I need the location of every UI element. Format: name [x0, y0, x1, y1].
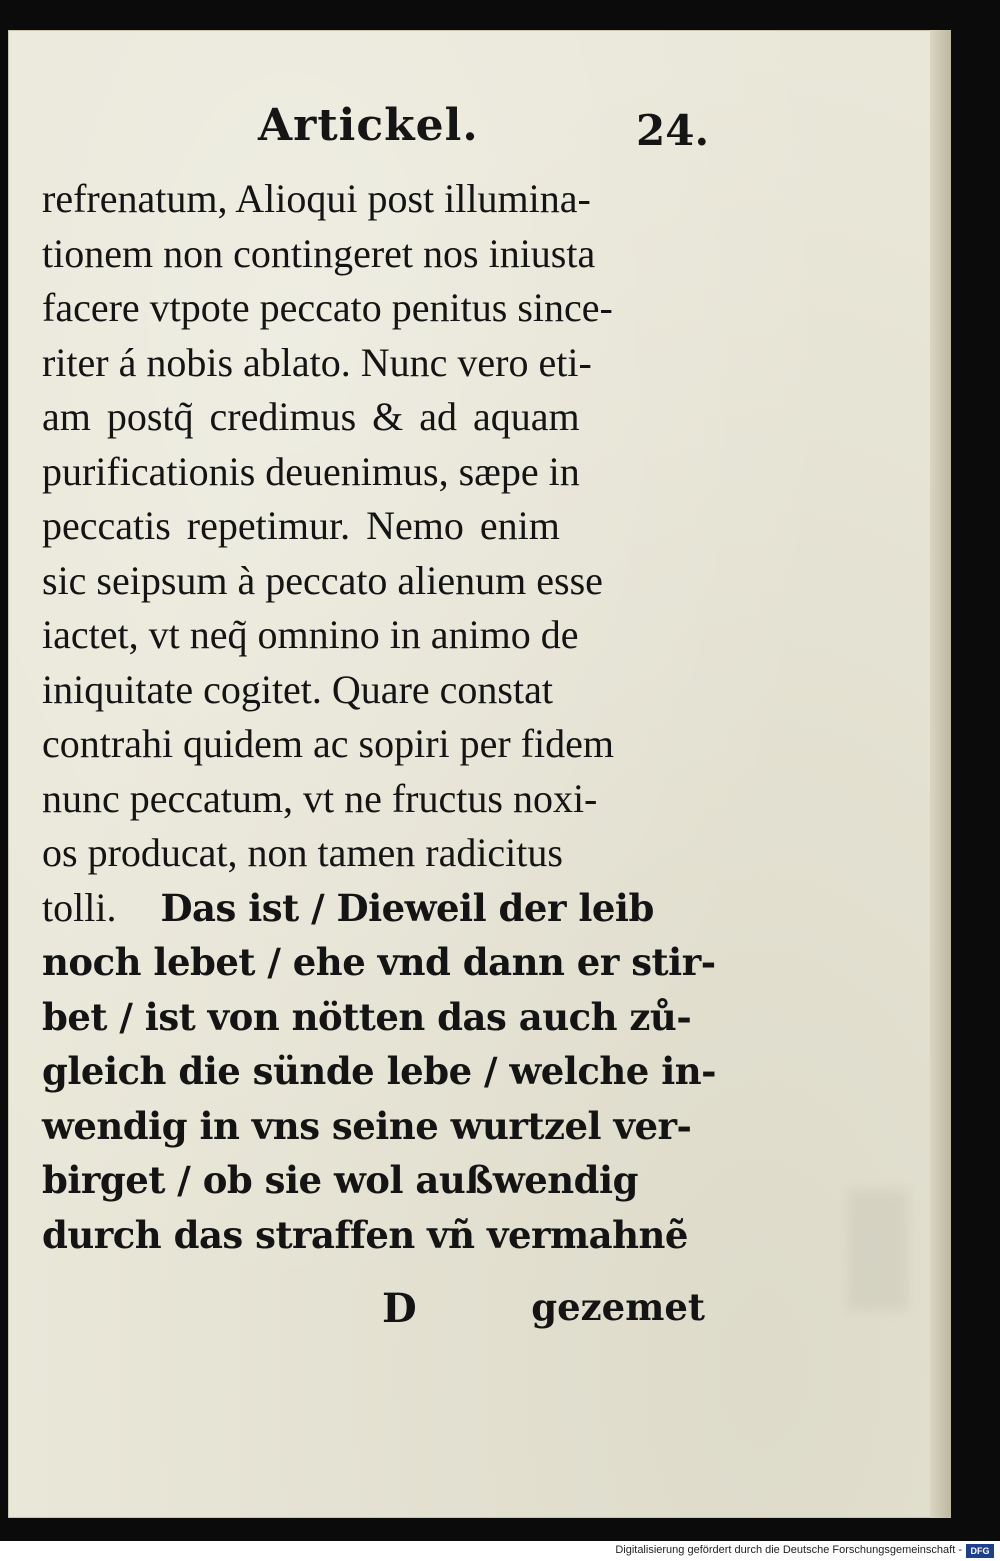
text-line: iactet, vt neq̃ omnino in animo de	[42, 612, 579, 657]
page-footer	[42, 1285, 707, 1345]
text-line: bet / ist von nötten das auch zů-	[42, 994, 692, 1039]
running-title: Artickel.	[258, 100, 479, 151]
text-line: riter á nobis ablato. Nunc vero eti-	[42, 339, 592, 385]
text-line: tionem non contingeret nos iniusta	[42, 230, 596, 276]
text-line: refrenatum, Alioqui post illumina-	[42, 176, 591, 221]
page-number: 24.	[636, 106, 710, 155]
text-line: gleich die sünde lebe / welche in-	[42, 1049, 717, 1093]
dfg-logo: DFG	[966, 1544, 994, 1558]
text-line: contrahi quidem ac sopiri per fidem	[42, 721, 615, 766]
text-line: iniquitate cogitet. Quare constat	[42, 666, 553, 712]
catchword: gezemet	[531, 1285, 705, 1329]
text-line: am postq̃ credimus & ad aquam	[42, 394, 580, 439]
show-through-mark	[848, 1190, 908, 1310]
latin-fragment: tolli.	[42, 884, 117, 930]
fraktur-fragment: Das ist / Dieweil der leib	[160, 885, 654, 930]
text-line: wendig in vns seine wurtzel ver-	[42, 1103, 692, 1148]
text-line: durch das straffen vñ vermahnẽ	[42, 1212, 688, 1257]
text-line: os producat, non tamen radicitus	[42, 830, 563, 875]
credit-text: Digitalisierung gefördert durch die Deutsche Forschungsgemeinschaft -	[615, 1544, 962, 1556]
text-line-mixed	[42, 881, 707, 936]
text-line: noch lebet / ehe vnd dann er stir-	[42, 940, 716, 984]
text-line: facere vtpote peccato penitus since-	[42, 285, 613, 330]
page-edge	[930, 30, 951, 1518]
text-line: purificationis deuenimus, sæpe in	[42, 448, 580, 494]
text-line: sic seipsum à peccato alienum esse	[42, 557, 603, 603]
signature-mark: D	[382, 1285, 417, 1332]
text-line: nunc peccatum, vt ne fructus noxi-	[42, 775, 598, 821]
digitization-credit-bar	[0, 1541, 1000, 1561]
text-line: peccatis repetimur. Nemo enim	[42, 503, 560, 548]
page-header	[258, 100, 718, 160]
text-line: birget / ob sie wol außwendig	[42, 1158, 638, 1202]
body-text	[42, 172, 717, 1262]
